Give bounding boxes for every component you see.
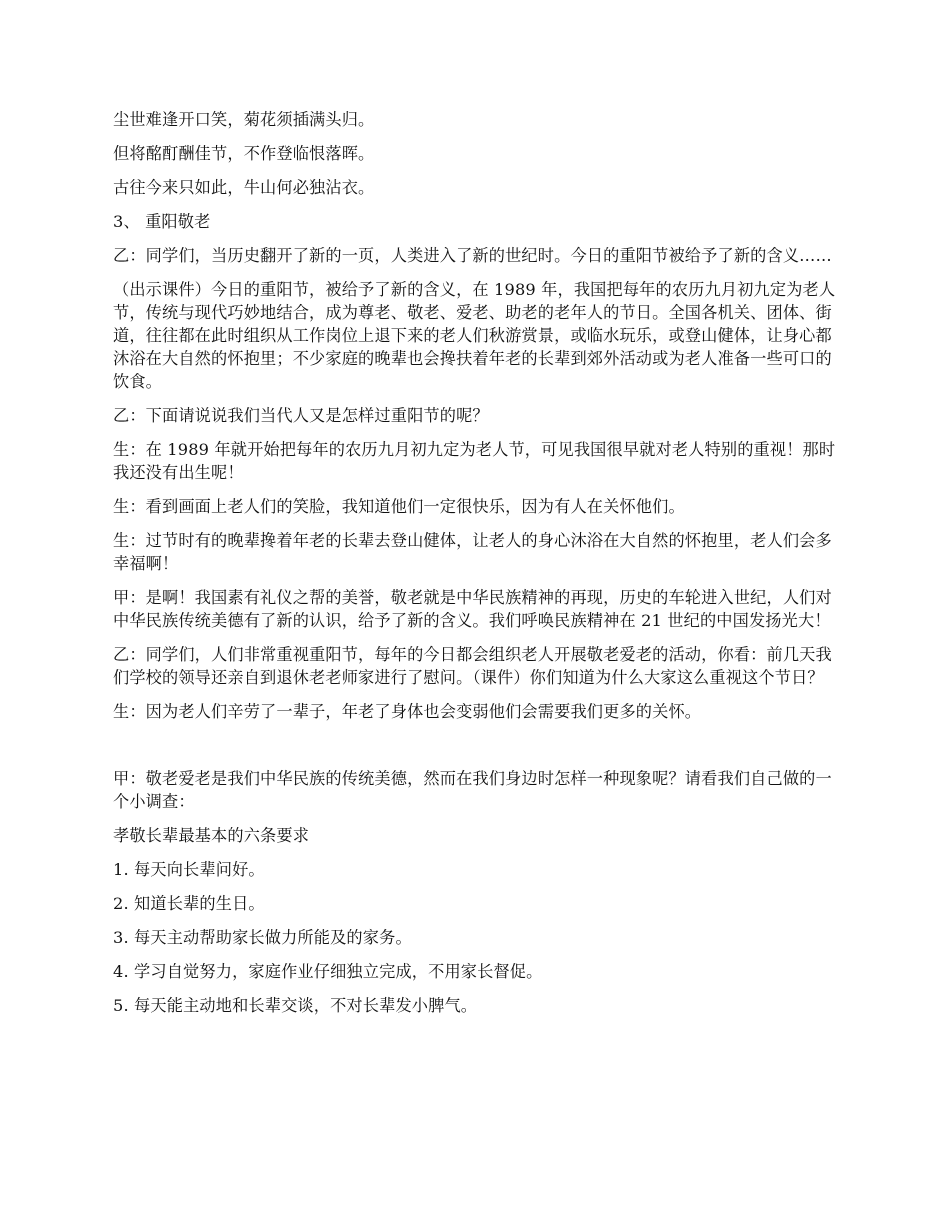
dialogue-paragraph: 生：在 1989 年就开始把每年的农历九月初九定为老人节，可见我国很早就对老人特别的重视！那时我还没有出生呢！ [113,440,836,482]
courseware-paragraph: （出示课件）今日的重阳节，被给予了新的含义，在 1989 年，我国把每年的农历九月初九定为老人节，传统与现代巧妙地结合，成为尊老、敬老、爱老、助老的老年人的节日。全国各机关、团体、街道，往往都在此时组织从工作岗位上退下来的老人们秋游赏景，或临水玩乐，或登山健体，让身心都沐浴在大自然的怀抱里；不少家庭的晚辈也会搀扶着年老的长辈到郊外活动或为老人准备一些可口的饮食。 [113,280,836,391]
dialogue-paragraph: 乙：同学们，人们非常重视重阳节，每年的今日都会组织老人开展敬老爱老的活动，你看：前几天我们学校的领导还亲自到退休老老师家进行了慰问。（课件）你们知道为什么大家这么重视这个节日？ [113,645,832,687]
list-heading: 孝敬长辈最基本的六条要求 [113,826,310,845]
poem-line-3: 古往今来只如此，牛山何必独沾衣。 [113,178,375,197]
poem-line-1: 尘世难逢开口笑，菊花须插满头归。 [113,110,375,129]
dialogue-paragraph: 生：过节时有的晚辈搀着年老的长辈去登山健体，让老人的身心沐浴在大自然的怀抱里，老人们会多幸福啊！ [113,531,832,573]
blank-gap [113,734,843,767]
list-item: 1. 每天向长辈问好。 [113,860,265,879]
section-heading: 3、 重阳敬老 [113,212,211,231]
poem-line-2: 但将酩酊酬佳节，不作登临恨落晖。 [113,144,375,163]
list-item: 5. 每天能主动地和长辈交谈，不对长辈发小脾气。 [113,996,478,1015]
dialogue-paragraph: 生：看到画面上老人们的笑脸，我知道他们一定很快乐，因为有人在关怀他们。 [113,497,685,516]
dialogue-paragraph: 甲：是啊！我国素有礼仪之帮的美誉，敬老就是中华民族精神的再现，历史的车轮进入世纪，人们对中华民族传统美德有了新的认识，给予了新的含义。我们呼唤民族精神在 21 世纪的中国发扬光大！ [113,588,832,630]
dialogue-paragraph: 生：因为老人们辛劳了一辈子，年老了身体也会变弱他们会需要我们更多的关怀。 [113,702,702,721]
list-item: 3. 每天主动帮助家长做力所能及的家务。 [113,928,412,947]
list-item: 2. 知道长辈的生日。 [113,894,265,913]
document-page [113,108,843,1028]
dialogue-paragraph: 甲：敬老爱老是我们中华民族的传统美德，然而在我们身边时怎样一种现象呢？请看我们自己做的一个小调查： [113,769,832,811]
list-item: 4. 学习自觉努力，家庭作业仔细独立完成，不用家长督促。 [113,962,543,981]
dialogue-paragraph: 乙：下面请说说我们当代人又是怎样过重阳节的呢？ [113,406,489,425]
dialogue-paragraph: 乙：同学们，当历史翻开了新的一页，人类进入了新的世纪时。今日的重阳节被给予了新的含义…… [113,246,832,265]
